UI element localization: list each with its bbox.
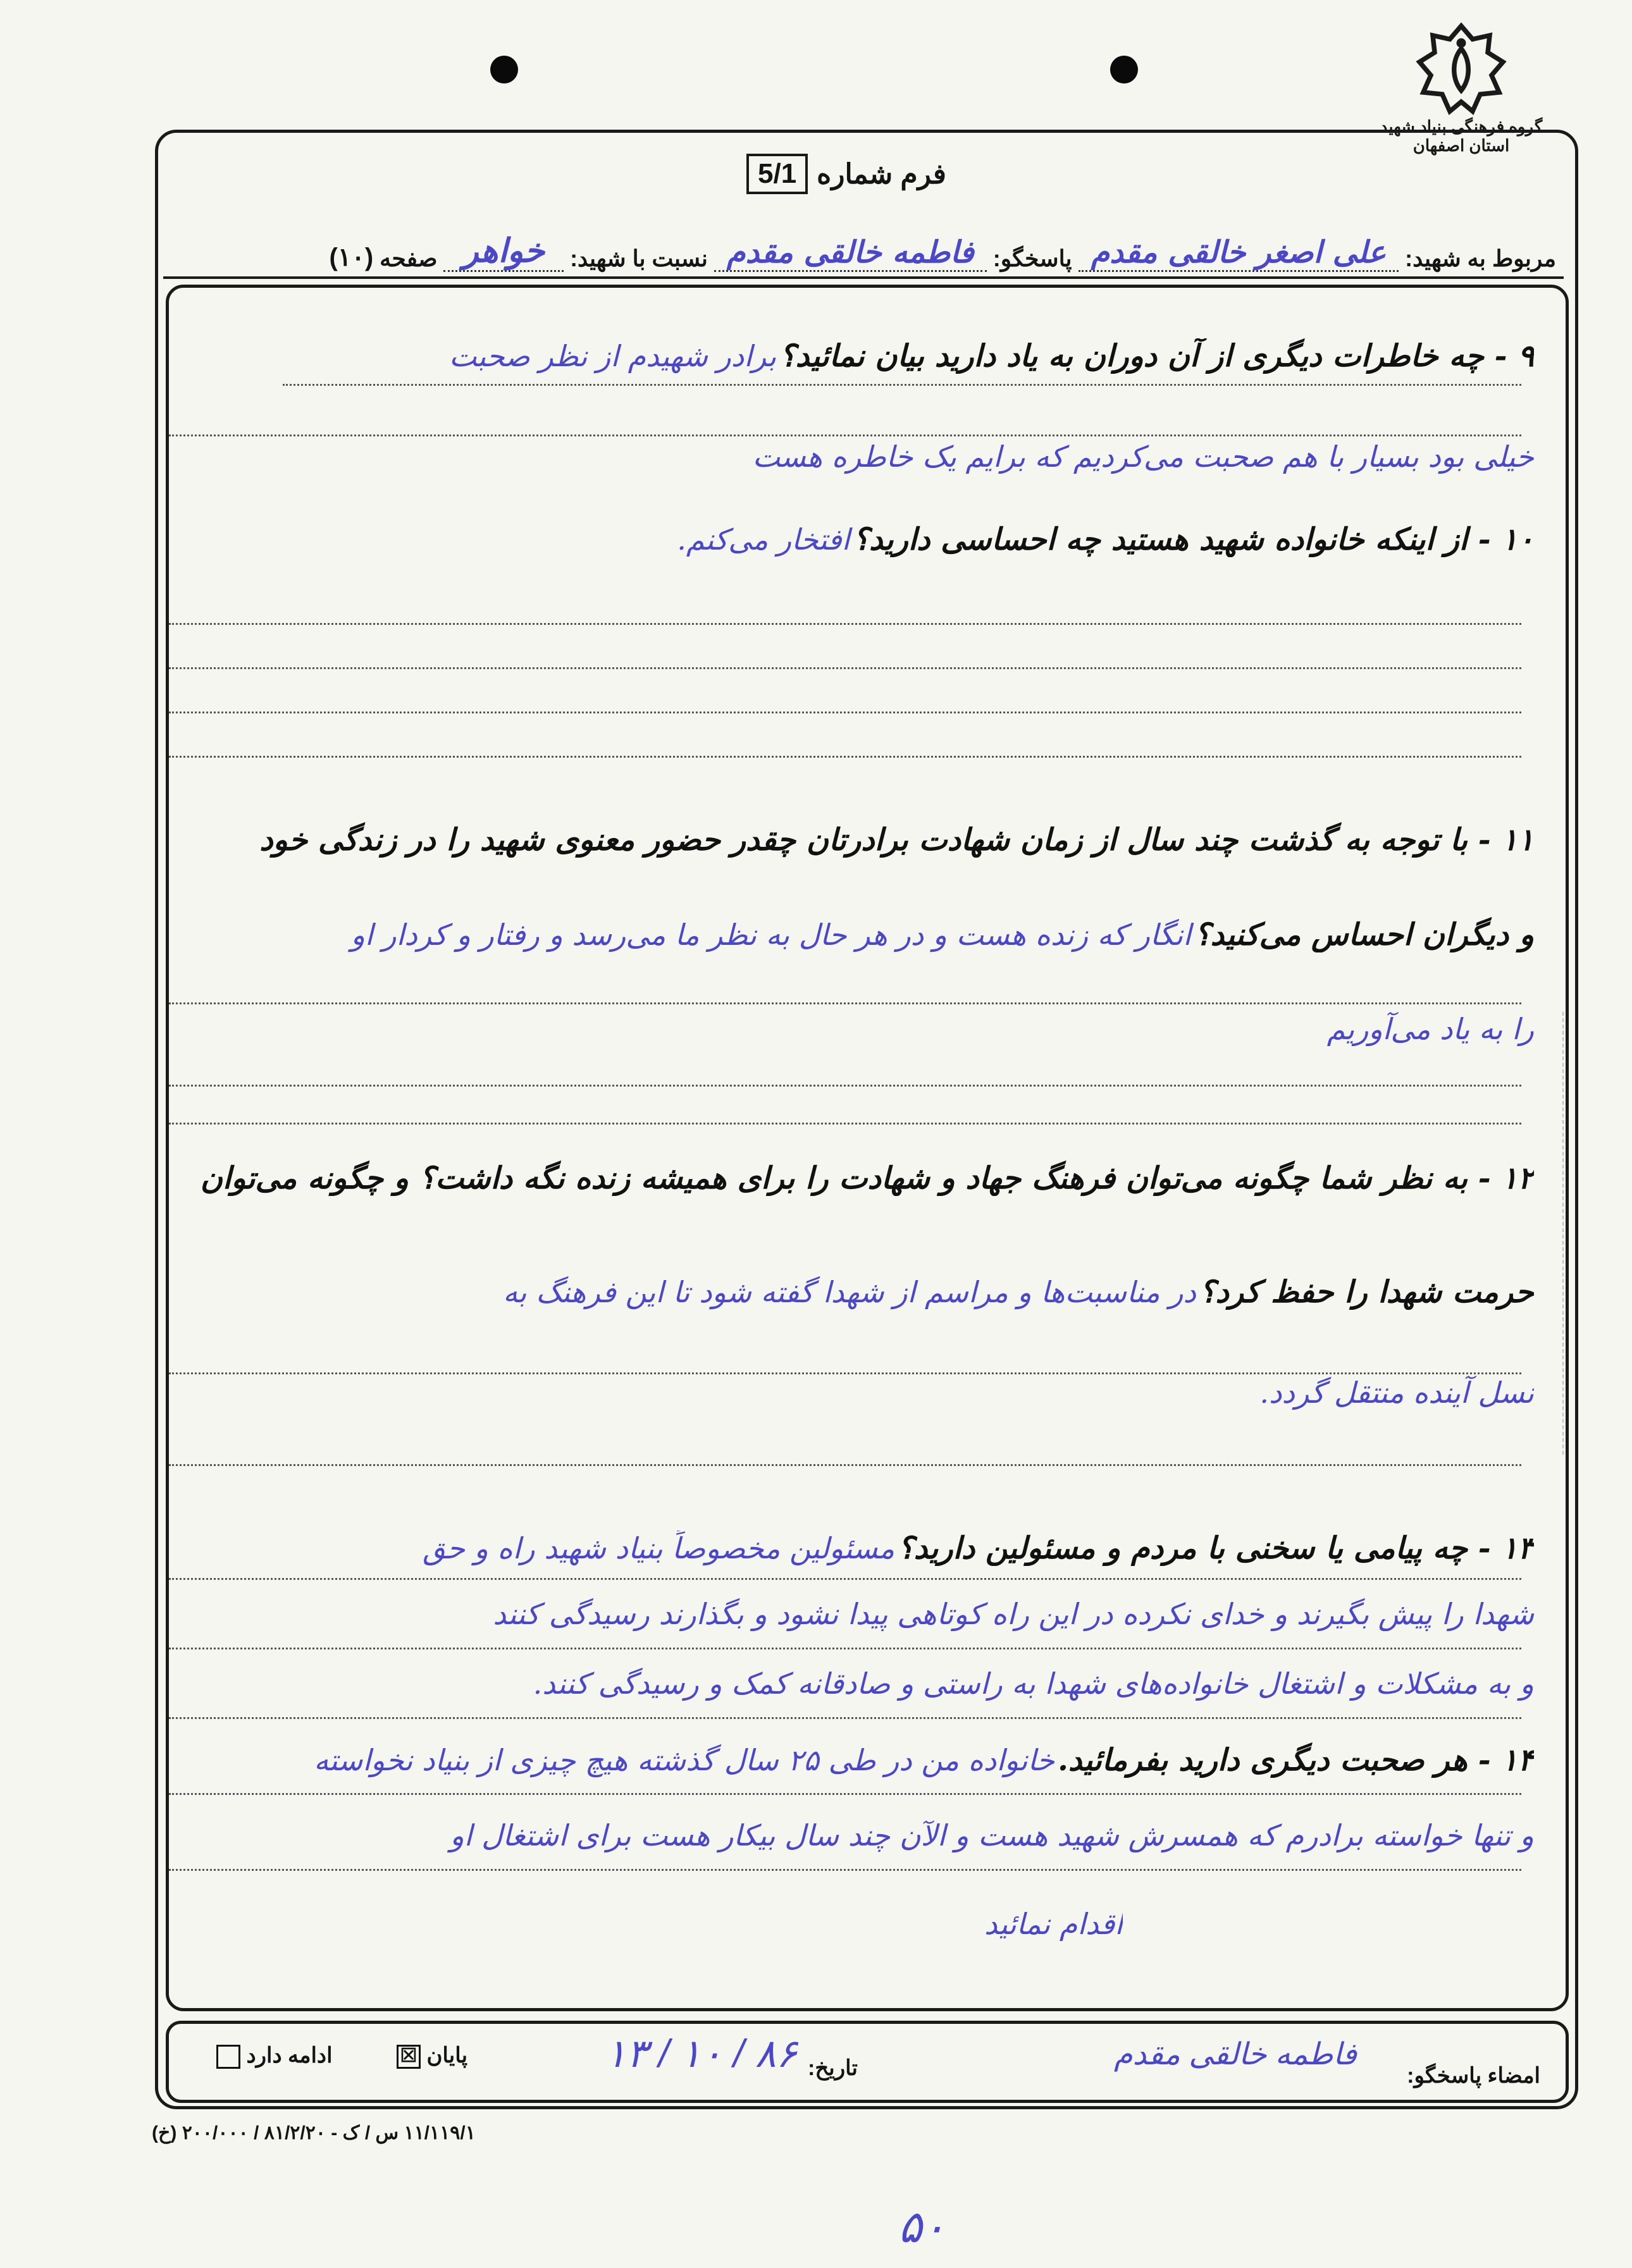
answer-text: نسل آینده منتقل گردد.	[1259, 1376, 1534, 1410]
answer-text: و تنها خواسته برادرم که همسرش شهید هست و الآن چند سال بیکار هست برای اشتغال او	[450, 1818, 1534, 1852]
answer-text: افتخار می‌کنم.	[677, 522, 850, 557]
question-number: ۱۰	[1501, 522, 1534, 557]
rule-line	[169, 1869, 1521, 1871]
punch-hole	[1110, 56, 1138, 83]
answer-text: را به یاد می‌آوریم	[1326, 1012, 1534, 1046]
question-text: چه پیامی یا سخنی با مردم و مسئولین دارید؟	[898, 1531, 1468, 1566]
margin-mark	[1562, 1012, 1583, 1455]
answer-text: و به مشکلات و اشتغال خانواده‌های شهدا به راستی و صادقانه کمک و رسیدگی کنند.	[533, 1667, 1534, 1701]
question-13: ۱۳ - چه پیامی یا سخنی با مردم و مسئولین دارید؟ مسئولین مخصوصاً بنیاد شهید راه و حق	[423, 1531, 1534, 1566]
answer-text: در مناسبت‌ها و مراسم از شهدا گفته شود تا این فرهنگ به	[503, 1275, 1196, 1309]
footer-box	[166, 2021, 1569, 2103]
rule-line	[169, 1464, 1521, 1466]
martyr-name: علی اصغر خالقی مقدم	[1079, 235, 1399, 272]
question-12-line-2	[194, 1274, 1534, 1310]
continue-option[interactable]	[216, 2043, 333, 2069]
question-number: ۹	[1518, 338, 1534, 374]
respondent-name: فاطمه خالقی مقدم	[714, 235, 987, 272]
question-text: با توجه به گذشت چند سال از زمان شهادت برادرتان چقدر حضور معنوی شهید را در زندگی خود	[259, 822, 1468, 858]
page-number: (۱۰)	[329, 243, 374, 271]
question-11: ۱۱ - با توجه به گذشت چند سال از زمان شهادت برادرتان چقدر حضور معنوی شهید را در زندگی خود	[259, 822, 1534, 858]
signature-label: امضاء پاسخگو:	[1407, 2064, 1540, 2088]
answer-12-line-2	[194, 1376, 1534, 1410]
question-10: ۱۰ - از اینکه خانواده شهید هستید چه احساسی دارید؟ افتخار می‌کنم.	[677, 522, 1534, 557]
date-value: ۸۶ / ۱۰ / ۱۳	[605, 2032, 798, 2076]
punch-hole	[490, 56, 518, 83]
answer-text: خانواده من در طی ۲۵ سال گذشته هیچ چیزی از بنیاد نخواسته	[314, 1743, 1055, 1777]
answer-text: انگار که زنده هست و در هر حال به نظر ما می‌رسد و رفتار و کردار او	[350, 918, 1192, 952]
rule-line	[169, 756, 1521, 758]
question-text: از اینکه خانواده شهید هستید چه احساسی دارید؟	[853, 522, 1468, 557]
rule-line	[169, 1578, 1521, 1580]
question-text: به نظر شما چگونه می‌توان فرهنگ جهاد و شهادت را برای همیشه زنده نگه داشت؟ و چگونه می‌توان	[200, 1161, 1468, 1196]
question-number: ۱۴	[1501, 1742, 1534, 1778]
rule-line	[283, 384, 1521, 386]
question-text: حرمت شهدا را حفظ کرد؟	[1199, 1274, 1534, 1310]
question-14: ۱۴ - هر صحبت دیگری دارید بفرمائید. خانواده من در طی ۲۵ سال گذشته هیچ چیزی از بنیاد نخواسته	[314, 1742, 1534, 1778]
continue-checkbox[interactable]	[216, 2045, 240, 2069]
emblem-icon	[1414, 22, 1509, 117]
question-text: هر صحبت دیگری دارید بفرمائید.	[1058, 1742, 1468, 1778]
org-region: استان اصفهان	[1413, 136, 1510, 155]
form-title	[746, 152, 946, 196]
org-name: گروه فرهنگی بنیاد شهید	[1380, 117, 1543, 136]
rule-line	[169, 667, 1521, 669]
question-number: ۱۲	[1501, 1161, 1534, 1196]
end-label: پایان	[426, 2043, 468, 2068]
relation-label: نسبت با شهید:	[570, 245, 708, 271]
answer-9-line-2	[194, 440, 1534, 474]
question-12: ۱۲ - به نظر شما چگونه می‌توان فرهنگ جهاد و شهادت را برای همیشه زنده نگه داشت؟ و چگونه می‌توان	[200, 1161, 1534, 1196]
answer-text: اقدام نمائید	[984, 1907, 1123, 1941]
rule-line	[169, 1372, 1521, 1374]
question-number: ۱۱	[1501, 822, 1534, 858]
continue-label: ادامه دارد	[246, 2043, 333, 2068]
page-label: صفحه	[380, 245, 438, 271]
question-text: چه خاطرات دیگری از آن دوران به یاد دارید بیان نمائید؟	[779, 338, 1484, 374]
answer-text: شهدا را پیش بگیرند و خدای نکرده در این راه کوتاهی پیدا نشود و بگذارند رسیدگی کنند	[493, 1597, 1534, 1631]
rule-line	[169, 1793, 1521, 1795]
rule-line	[169, 1085, 1521, 1087]
date-label: تاریخ:	[808, 2056, 858, 2080]
rule-line	[169, 623, 1521, 625]
rule-line	[169, 1717, 1521, 1719]
questions-box	[166, 285, 1569, 2011]
related-row	[177, 221, 1556, 272]
page-mark: ۵۰	[898, 2201, 946, 2253]
form-label: فرم شماره	[817, 158, 946, 190]
answer-11-line-2	[194, 1012, 1534, 1046]
org-logo	[1366, 22, 1556, 187]
answer-text: مسئولین مخصوصاً بنیاد شهید راه و حق	[423, 1531, 895, 1565]
rule-line	[169, 1123, 1521, 1125]
form-number: 5/1	[746, 154, 808, 194]
end-checkbox[interactable]: ☒	[397, 2045, 421, 2069]
rule-line	[169, 1648, 1521, 1649]
rule-line	[169, 712, 1521, 713]
print-code: ۱۱/۱۱۹/۱ س / ک - ۸۱/۲/۲۰ / ۲۰۰/۰۰۰ (خ)	[152, 2123, 476, 2143]
question-number: ۱۳	[1501, 1531, 1534, 1566]
martyr-label: مربوط به شهید:	[1405, 245, 1556, 271]
rule-line	[169, 1002, 1521, 1004]
answer-13-line-2	[194, 1597, 1534, 1631]
relation-value: خواهر	[443, 231, 564, 272]
question-11-line-2	[194, 917, 1534, 952]
signature: فاطمه خالقی مقدم	[1113, 2038, 1357, 2071]
header-divider	[163, 276, 1564, 279]
answer-text: خیلی بود بسیار با هم صحبت می‌کردیم که برایم یک خاطره هست	[752, 440, 1534, 474]
answer-14-line-3	[738, 1907, 1123, 1941]
rule-line	[169, 434, 1521, 436]
answer-13-line-3	[194, 1667, 1534, 1701]
question-9: ۹ - چه خاطرات دیگری از آن دوران به یاد دارید بیان نمائید؟ برادر شهیدم از نظر صحبت	[449, 338, 1534, 374]
answer-text: برادر شهیدم از نظر صحبت	[449, 339, 777, 373]
respondent-label: پاسخگو:	[992, 245, 1072, 271]
question-text: و دیگران احساس می‌کنید؟	[1194, 917, 1534, 952]
answer-14-line-2	[194, 1818, 1534, 1852]
end-option[interactable]	[397, 2043, 467, 2069]
